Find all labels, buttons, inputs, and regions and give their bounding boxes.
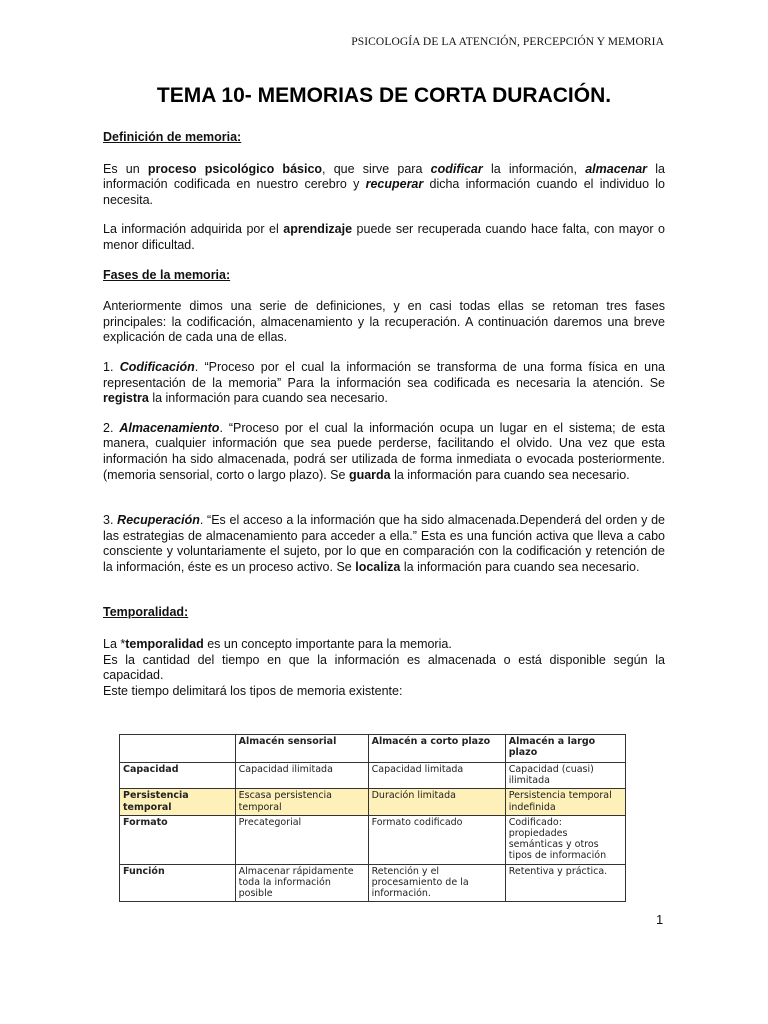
text-run: es un concepto importante para la memoria. [203,637,452,652]
text-run: La información adquirida por el [103,222,284,237]
running-header: PSICOLOGÍA DE LA ATENCIÓN, PERCEPCIÓN Y MEMORIA [351,36,664,48]
table-cell: Retención y el procesamiento de la información. [368,864,505,902]
page-number: 1 [656,912,664,927]
term-recuperar: recuperar [365,177,424,192]
table-cell: Almacenar rápidamente toda la información posible [235,864,368,902]
term-almacenamiento: Almacenamiento [119,420,220,435]
table-cell: Persistencia temporal indefinida [505,789,625,815]
text-run: La * [103,637,126,652]
table-cell: Retentiva y práctica. [505,864,625,902]
heading-fases: Fases de la memoria: [103,267,231,282]
term-registra: registra [103,391,149,406]
table-row-label: Función [120,864,236,902]
paragraph-aprendizaje [103,222,665,253]
paragraph-temporalidad-def: Es la cantidad del tiempo en que la información es almacenada o está disponible según la capacidad. [103,652,665,683]
table-header-cell: Almacén sensorial [235,735,368,763]
page-title: TEMA 10- MEMORIAS DE CORTA DURACIÓN. [156,84,612,107]
text-run: . “Es el acceso a la información que ha sido almacenada.Dependerá del orden y de las estrategias de almacenamiento para acceder a ella.” Esta es una función activa que lleva a cabo consciente y voluntariamente el sujeto, por lo que en comparación con la codificación y retención de la información, éste es un proceso activo. Se [103,513,665,574]
table-header-cell: Almacén a corto plazo [368,735,505,763]
term-aprendizaje: aprendizaje [283,222,353,237]
term-recuperacion: Recuperación [117,513,200,528]
table-header-cell [120,735,236,763]
text-run: 2. [103,420,120,435]
paragraph-temporalidad [103,637,665,653]
text-run: la información codificada en nuestro cerebro y [103,161,666,192]
table-cell: Precategorial [235,815,368,864]
term-almacenar: almacenar [585,161,648,176]
text-run: dicha información cuando el individuo lo necesita. [103,177,666,207]
term-codificacion: Codificación [119,359,195,374]
paragraph-almacenamiento [103,421,665,483]
table-row [120,763,626,789]
table-header-cell: Almacén a largo plazo [505,735,625,763]
text-run: la información, [482,161,586,176]
term-guarda: guarda [348,467,391,482]
table-row-label: Formato [120,815,236,864]
table-cell: Duración limitada [368,789,505,815]
term-temporalidad: temporalidad [125,637,204,652]
term-localiza: localiza [355,559,401,574]
heading-definicion: Definición de memoria: [103,130,242,144]
text-run: la información para cuando sea necesario. [148,391,388,406]
text-run: la información para cuando sea necesario. [390,467,630,482]
table-row [120,864,626,902]
paragraph-fases-intro: Anteriormente dimos una serie de definiciones, y en casi todas ellas se retoman tres fases principales: la codificación, almacenamiento y la recuperación. A continuación daremos una breve explicación de cada una de ellas. [103,299,665,345]
table-cell: Escasa persistencia temporal [235,789,368,815]
paragraph-recuperacion [103,513,665,575]
table-cell: Codificado: propiedades semánticas y otros tipos de información [505,815,625,864]
paragraph-definicion [103,162,665,209]
text-run: 1. [103,359,120,374]
table-cell: Formato codificado [368,815,505,864]
text-run: , que sirve para [322,161,431,176]
document-body [103,130,665,699]
table-cell: Capacidad (cuasi) ilimitada [505,763,625,789]
text-run: la información para cuando sea necesario. [400,559,640,574]
heading-temporalidad: Temporalidad: [103,605,189,620]
memory-types-table [119,734,626,902]
table-cell: Capacidad ilimitada [235,763,368,789]
text-run: . “Proceso por el cual la información ocupa un lugar en el sistema; de esta manera, cualquier información que sea puede perderse, facilitando el olvido. Una vez que esta información ha sido almacenada, podrá ser utilizada de forma inmediata o evocada posteriormente. (memoria sensorial, corto o largo plazo). Se [103,420,666,482]
table-row [120,815,626,864]
table-row-highlighted [120,789,626,815]
text-run: 3. [103,513,118,528]
term-codificar: codificar [430,161,483,176]
bold-term: proceso psicológico básico [147,161,323,176]
paragraph-temporalidad-tipos: Este tiempo delimitará los tipos de memoria existente: [103,683,403,698]
table-row-label: Capacidad [120,763,236,789]
table-cell: Capacidad limitada [368,763,505,789]
text-run: . “Proceso por el cual la información se transforma de una forma física en una representación de la memoria” Para la información sea codificada es necesaria la atención. Se [103,359,665,390]
table-header-row [120,735,626,763]
table-row-label: Persistencia temporal [120,789,236,815]
paragraph-codificacion [103,360,665,407]
text-run: puede ser recuperada cuando hace falta, con mayor o menor dificultad. [103,222,665,252]
text-run: Es un [103,161,148,176]
